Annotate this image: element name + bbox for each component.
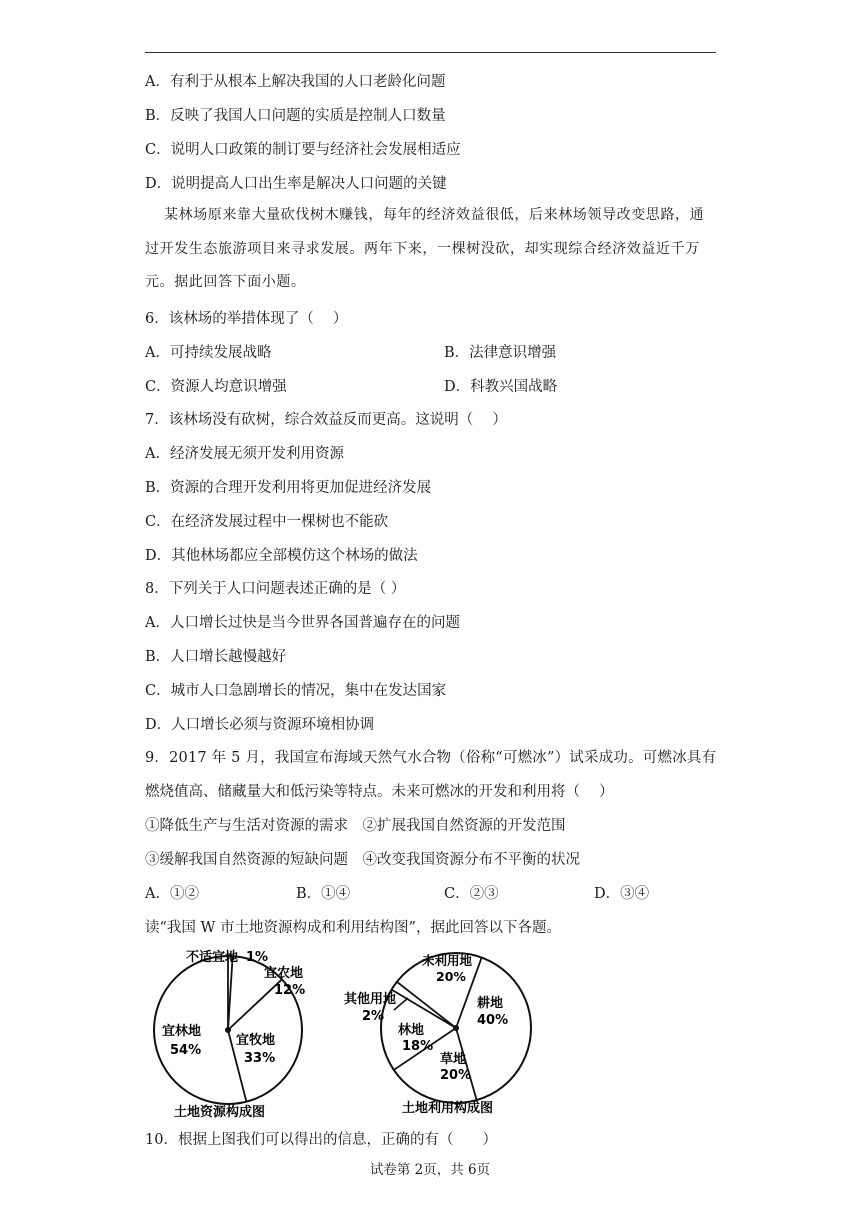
land-resource-value-forest: 54% bbox=[170, 1043, 202, 1058]
land-use-value-woodland: 18% bbox=[402, 1039, 434, 1054]
land-resource-value-pasture: 33% bbox=[244, 1051, 276, 1066]
q9-statements-1-2: ①降低生产与生活对资源的需求 ②扩展我国自然资源的开发范围 bbox=[145, 818, 566, 834]
header-rule bbox=[145, 52, 716, 53]
land-use-pie-center-dot bbox=[453, 1025, 459, 1031]
q8-option-b: B．人口增长越慢越好 bbox=[145, 649, 287, 665]
land-resource-value-farm: 12% bbox=[274, 983, 306, 998]
q6-option-b: B．法律意识增强 bbox=[444, 345, 557, 361]
q8-stem: 8．下列关于人口问题表述正确的是（ ） bbox=[145, 581, 406, 597]
q9-stem-line-2: 燃烧值高、储藏量大和低污染等特点。未来可燃冰的开发和利用将（ ） bbox=[145, 784, 614, 800]
q5-option-c: C．说明人口政策的制订要与经济社会发展相适应 bbox=[145, 142, 461, 158]
q8-option-d: D．人口增长必须与资源环境相协调 bbox=[145, 717, 375, 733]
land-use-label-woodland: 林地 bbox=[398, 1023, 425, 1038]
land-use-value-grassland: 20% bbox=[440, 1068, 472, 1083]
q8-option-a: A．人口增长过快是当今世界各国普遍存在的问题 bbox=[145, 615, 460, 631]
land-resource-label-pasture: 宜牧地 bbox=[236, 1033, 276, 1048]
page-footer: 试卷第 2页，共 6页 bbox=[369, 1162, 491, 1178]
q9-option-b: B．①④ bbox=[296, 886, 351, 902]
land-resource-label-unsuitable: 不适宜地 bbox=[186, 950, 239, 965]
q7-option-d: D．其他林场都应全部模仿这个林场的做法 bbox=[145, 548, 418, 564]
q9-option-d: D．③④ bbox=[594, 886, 650, 902]
land-resource-label-farm: 宜农地 bbox=[264, 966, 304, 981]
q9-statements-3-4: ③缓解我国自然资源的短缺问题 ④改变我国资源分布不平衡的状况 bbox=[145, 852, 580, 868]
q7-option-c: C．在经济发展过程中一棵树也不能砍 bbox=[145, 514, 389, 530]
q8-option-c: C．城市人口急剧增长的情况，集中在发达国家 bbox=[145, 683, 447, 699]
q6-option-c: C．资源人均意识增强 bbox=[145, 379, 287, 395]
reading-passage-text: 某林场原来靠大量砍伐树木赚钱，每年的经济效益很低，后来林场领导改变思路，通过开发生态旅游项目来寻求发展。两年下来，一棵树没砍，却实现综合经济效益近千万元。据此回答下面小题。 bbox=[145, 207, 705, 290]
land-resource-label-forest: 宜林地 bbox=[162, 1024, 202, 1039]
land-resource-chart-title: 土地资源构成图 bbox=[174, 1105, 266, 1120]
q6-stem: 6．该林场的举措体现了（ ） bbox=[145, 311, 348, 327]
q7-stem: 7．该林场没有砍树，综合效益反而更高。这说明（ ） bbox=[145, 412, 507, 428]
q9-option-c: C．②③ bbox=[444, 886, 499, 902]
q6-option-d: D．科教兴国战略 bbox=[444, 379, 558, 395]
q5-option-d: D．说明提高人口出生率是解决人口问题的关键 bbox=[145, 176, 447, 192]
land-use-label-other: 其他用地 bbox=[344, 992, 397, 1007]
q5-option-a: A．有利于从根本上解决我国的人口老龄化问题 bbox=[145, 74, 446, 90]
land-use-label-unused: 未利用地 bbox=[422, 953, 473, 968]
q6-option-a: A．可持续发展战略 bbox=[145, 345, 272, 361]
q5-option-b: B．反映了我国人口问题的实质是控制人口数量 bbox=[145, 108, 446, 124]
land-use-value-cultivated: 40% bbox=[477, 1013, 509, 1028]
q7-option-a: A．经济发展无须开发利用资源 bbox=[145, 446, 344, 462]
q9-option-a: A．①② bbox=[145, 886, 199, 902]
land-use-chart-title: 土地利用构成图 bbox=[402, 1101, 494, 1116]
land-resource-pie-center-dot bbox=[225, 1027, 231, 1033]
figure-intro: 读“我国 W 市土地资源构成和利用结构图”，据此回答以下各题。 bbox=[145, 920, 561, 936]
land-use-label-cultivated: 耕地 bbox=[477, 996, 504, 1011]
land-use-label-grassland: 草地 bbox=[440, 1052, 467, 1067]
land-use-value-other: 2% bbox=[362, 1009, 385, 1024]
q10-stem: 10．根据上图我们可以得出的信息，正确的有（ ） bbox=[145, 1132, 497, 1148]
land-use-value-unused: 20% bbox=[436, 969, 466, 984]
q9-stem-line-1: 9．2017 年 5 月，我国宣布海域天然气水合物（俗称“可燃冰”）试采成功。可燃冰具有 bbox=[145, 750, 717, 766]
reading-passage bbox=[145, 199, 716, 300]
q7-option-b: B．资源的合理开发利用将更加促进经济发展 bbox=[145, 480, 432, 496]
land-resource-value-unsuitable: 1% bbox=[246, 950, 269, 965]
land-pie-charts-figure bbox=[140, 940, 540, 1120]
